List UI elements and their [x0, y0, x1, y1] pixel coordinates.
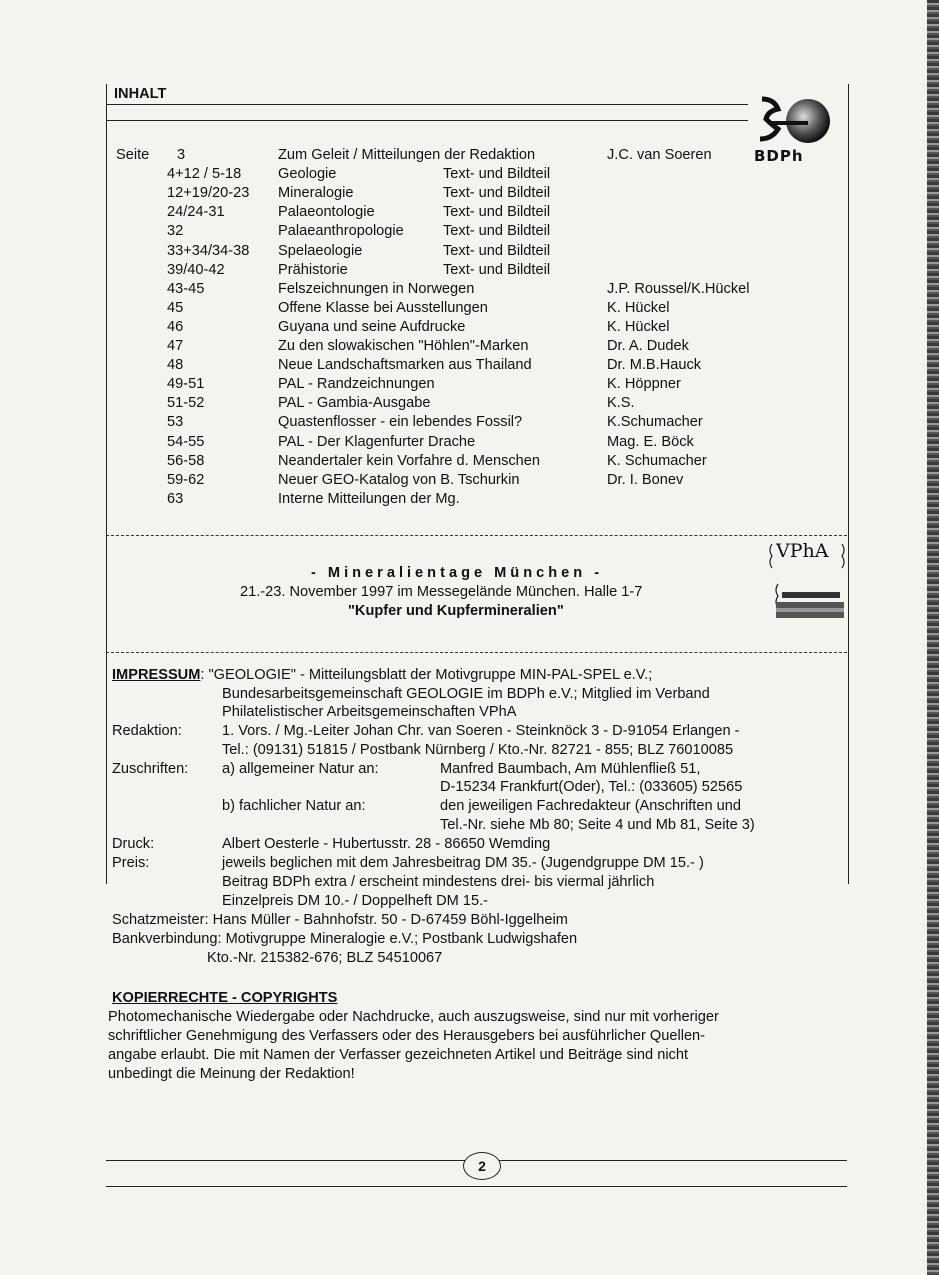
bdph-logo-text: BDPh [754, 147, 804, 165]
page-number: 2 [463, 1152, 501, 1180]
toc-title: Neandertaler kein Vorfahre d. Menschen [278, 453, 541, 469]
seite-label: Seite [116, 147, 150, 163]
toc-author: Dr. M.B.Hauck [607, 357, 702, 373]
toc-title: Quastenflosser - ein lebendes Fossil? [278, 414, 523, 430]
toc-separator [106, 535, 847, 536]
preis-line2: Beitrag BDPh extra / erscheint mindestens drei- bis viermal jährlich [222, 874, 655, 890]
toc-author: Dr. I. Bonev [607, 472, 684, 488]
toc-author: Dr. A. Dudek [607, 338, 689, 354]
toc-page: 45 [167, 300, 184, 316]
toc-title: Zu den slowakischen "Höhlen"-Marken [278, 338, 529, 354]
toc-page: 33+34/34-38 [167, 243, 250, 259]
toc-title: PAL - Gambia-Ausgabe [278, 395, 431, 411]
zuschriften-b-line1: den jeweiligen Fachredakteur (Anschriften und [440, 798, 741, 814]
event-date: 21.-23. November 1997 im Messegelände München. Halle 1-7 [240, 584, 643, 600]
impressum-text: : "GEOLOGIE" - Mitteilungsblatt der Motivgruppe MIN-PAL-SPEL e.V.; [200, 667, 653, 683]
event-title: - Mineralientage München - [311, 565, 604, 581]
toc-title: Neue Landschaftsmarken aus Thailand [278, 357, 532, 373]
preis-line3: Einzelpreis DM 10.- / Doppelheft DM 15.- [222, 893, 489, 909]
redaktion-label: Redaktion: [112, 723, 182, 739]
toc-page: 3 [177, 147, 186, 163]
toc-title: Prähistorie [278, 262, 348, 278]
copyright-line4: unbedingt die Meinung der Redaktion! [108, 1066, 355, 1082]
schatzmeister: Schatzmeister: Hans Müller - Bahnhofstr. 50 - D-67459 Böhl-Iggelheim [112, 912, 568, 928]
impressum-line3: Philatelistischer Arbeitsgemeinschaften VPhA [222, 704, 517, 720]
toc-author: K. Schumacher [607, 453, 707, 469]
toc-type: Text- und Bildteil [443, 223, 551, 239]
copyright-line2: schriftlicher Genehmigung des Verfassers oder des Herausgebers bei ausführlicher Quellen- [108, 1028, 706, 1044]
toc-author: K. Hückel [607, 319, 670, 335]
toc-page: 51-52 [167, 395, 205, 411]
toc-page: 54-55 [167, 434, 205, 450]
vpha-logo [768, 540, 846, 630]
copyright-line1: Photomechanische Wiedergabe oder Nachdrucke, auch auszugsweise, sind nur mit vorheriger [108, 1009, 719, 1025]
toc-title: Spelaeologie [278, 243, 363, 259]
toc-author: J.P. Roussel/K.Hückel [607, 281, 750, 297]
toc-page: 46 [167, 319, 184, 335]
toc-page: 56-58 [167, 453, 205, 469]
zuschriften-b-line2: Tel.-Nr. siehe Mb 80; Seite 4 und Mb 81, Seite 3) [440, 817, 755, 833]
toc-author: K. Höppner [607, 376, 681, 392]
toc-author: Mag. E. Böck [607, 434, 694, 450]
bankverbindung-line1: Bankverbindung: Motivgruppe Mineralogie e.V.; Postbank Ludwigshafen [112, 931, 578, 947]
toc-page: 59-62 [167, 472, 205, 488]
toc-author: J.C. van Soeren [607, 147, 712, 163]
toc-title: PAL - Randzeichnungen [278, 376, 435, 392]
impressum-line1 [112, 667, 652, 684]
bankverbindung-line2: Kto.-Nr. 215382-676; BLZ 54510067 [207, 950, 443, 966]
toc-title: Interne Mitteilungen der Mg. [278, 491, 460, 507]
toc-page: 48 [167, 357, 184, 373]
toc-page: 53 [167, 414, 184, 430]
toc-title: Mineralogie [278, 185, 354, 201]
toc-title: Zum Geleit / Mitteilungen der Redaktion [278, 147, 536, 163]
event-theme: "Kupfer und Kupfermineralien" [348, 603, 564, 619]
vpha-logo-text: VPhA [776, 540, 829, 562]
zuschriften-b-label: b) fachlicher Natur an: [222, 798, 366, 814]
toc-type: Text- und Bildteil [443, 204, 551, 220]
zuschriften-label: Zuschriften: [112, 761, 189, 777]
toc-type: Text- und Bildteil [443, 185, 551, 201]
copyright-heading: KOPIERRECHTE - COPYRIGHTS [112, 990, 338, 1006]
toc-page: 24/24-31 [167, 204, 225, 220]
zuschriften-a-label: a) allgemeiner Natur an: [222, 761, 379, 777]
redaktion-line1: 1. Vors. / Mg.-Leiter Johan Chr. van Soeren - Steinknöck 3 - D-91054 Erlangen - [222, 723, 740, 739]
druck-text: Albert Oesterle - Hubertusstr. 28 - 86650 Wemding [222, 836, 551, 852]
toc-page: 49-51 [167, 376, 205, 392]
toc-page: 43-45 [167, 281, 205, 297]
toc-title: Palaeanthropologie [278, 223, 404, 239]
toc-page: 39/40-42 [167, 262, 225, 278]
toc-page: 4+12 / 5-18 [167, 166, 242, 182]
zuschriften-a-line1: Manfred Baumbach, Am Mühlenfließ 51, [440, 761, 701, 777]
zuschriften-a-line2: D-15234 Frankfurt(Oder), Tel.: (033605) 52565 [440, 779, 743, 795]
toc-author: K. Hückel [607, 300, 670, 316]
impressum-line2: Bundesarbeitsgemeinschaft GEOLOGIE im BDPh e.V.; Mitglied im Verband [222, 686, 710, 702]
footer-rule-bottom [106, 1186, 847, 1187]
toc-author: K.Schumacher [607, 414, 703, 430]
toc-type: Text- und Bildteil [443, 243, 551, 259]
toc-author: K.S. [607, 395, 635, 411]
druck-label: Druck: [112, 836, 155, 852]
preis-line1: jeweils beglichen mit dem Jahresbeitrag DM 35.- (Jugendgruppe DM 15.- ) [222, 855, 704, 871]
header-rule [106, 104, 748, 105]
toc-page: 47 [167, 338, 184, 354]
toc-title: Offene Klasse bei Ausstellungen [278, 300, 488, 316]
binding-edge [927, 0, 939, 1275]
toc-title: PAL - Der Klagenfurter Drache [278, 434, 476, 450]
toc-title: Guyana und seine Aufdrucke [278, 319, 466, 335]
redaktion-line2: Tel.: (09131) 51815 / Postbank Nürnberg / Kto.-Nr. 82721 - 855; BLZ 76010085 [222, 742, 734, 758]
toc-type: Text- und Bildteil [443, 166, 551, 182]
toc-page: 63 [167, 491, 184, 507]
toc-title: Felszeichnungen in Norwegen [278, 281, 475, 297]
toc-type: Text- und Bildteil [443, 262, 551, 278]
bdph-logo [752, 95, 844, 165]
toc-title: Neuer GEO-Katalog von B. Tschurkin [278, 472, 520, 488]
event-separator [106, 652, 847, 653]
copyright-line3: angabe erlaubt. Die mit Namen der Verfasser gezeichneten Artikel und Beiträge sind nicht [108, 1047, 689, 1063]
preis-label: Preis: [112, 855, 150, 871]
inhalt-heading: INHALT [114, 86, 167, 102]
toc-title: Geologie [278, 166, 337, 182]
header-rule-2 [106, 120, 748, 121]
toc-page: 32 [167, 223, 184, 239]
toc-page: 12+19/20-23 [167, 185, 250, 201]
toc-title: Palaeontologie [278, 204, 375, 220]
impressum-label: IMPRESSUM [112, 667, 201, 683]
